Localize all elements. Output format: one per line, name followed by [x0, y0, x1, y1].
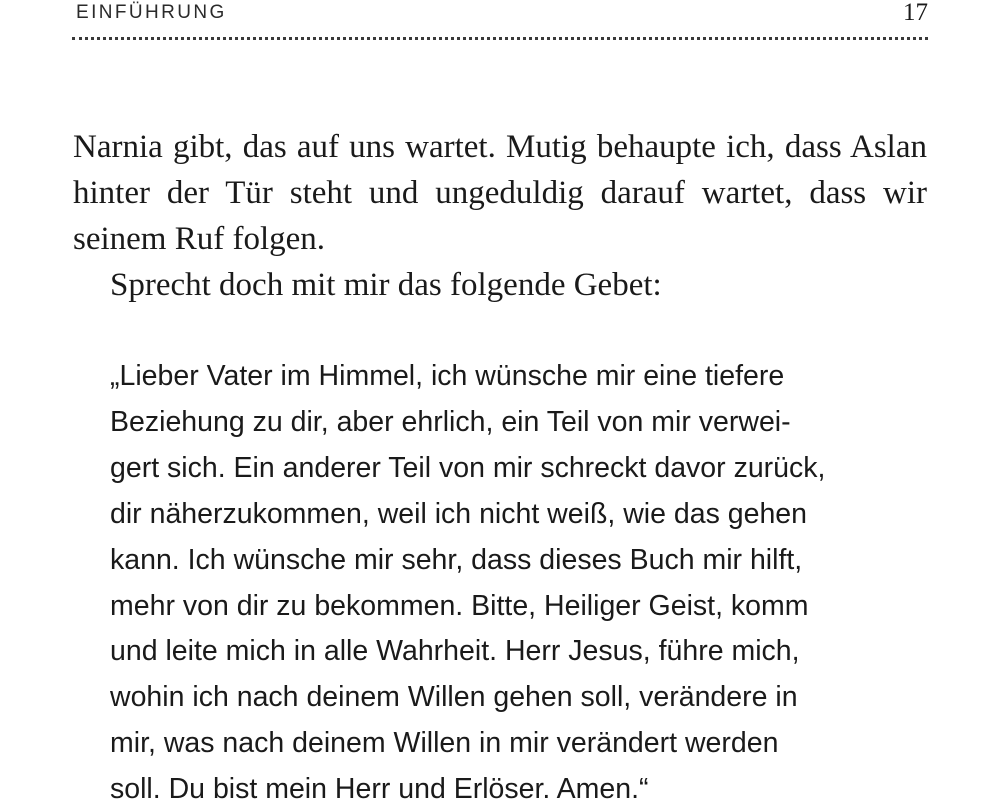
prayer-line: mehr von dir zu bekommen. Bitte, Heiliger Geist, komm	[110, 589, 809, 622]
prayer-line: „Lieber Vater im Himmel, ich wünsche mir eine tiefere	[110, 360, 785, 392]
body-line: Sprecht doch mit mir das folgende Gebet:	[110, 267, 662, 303]
prayer-line: gert sich. Ein anderer Teil von mir schreckt davor zurück,	[110, 451, 826, 484]
running-header	[76, 0, 928, 28]
prayer-line: soll. Du bist mein Herr und Erlöser. Amen.“	[110, 773, 649, 800]
prayer-quote	[110, 354, 890, 800]
header-dotted-rule	[72, 37, 928, 40]
body-line: seinem Ruf folgen.	[73, 221, 326, 257]
prayer-line: wohin ich nach deinem Willen gehen soll, verändere in	[110, 681, 798, 714]
body-line: Narnia gibt, das auf uns wartet. Mutig behaupte ich, dass Aslan	[73, 129, 927, 165]
prayer-line: und leite mich in alle Wahrheit. Herr Jesus, führe mich,	[110, 635, 800, 668]
prayer-line: dir näherzukommen, weil ich nicht weiß, wie das gehen	[110, 497, 807, 530]
page-number: 17	[903, 0, 928, 26]
body-paragraphs	[73, 124, 927, 308]
section-title: EINFÜHRUNG	[76, 2, 227, 23]
body-line: hinter der Tür steht und ungeduldig darauf wartet, dass wir	[73, 175, 927, 211]
prayer-line: kann. Ich wünsche mir sehr, dass dieses Buch mir hilft,	[110, 543, 803, 576]
prayer-line: mir, was nach deinem Willen in mir verändert werden	[110, 727, 779, 760]
prayer-line: Beziehung zu dir, aber ehrlich, ein Teil von mir verwei-	[110, 405, 791, 438]
